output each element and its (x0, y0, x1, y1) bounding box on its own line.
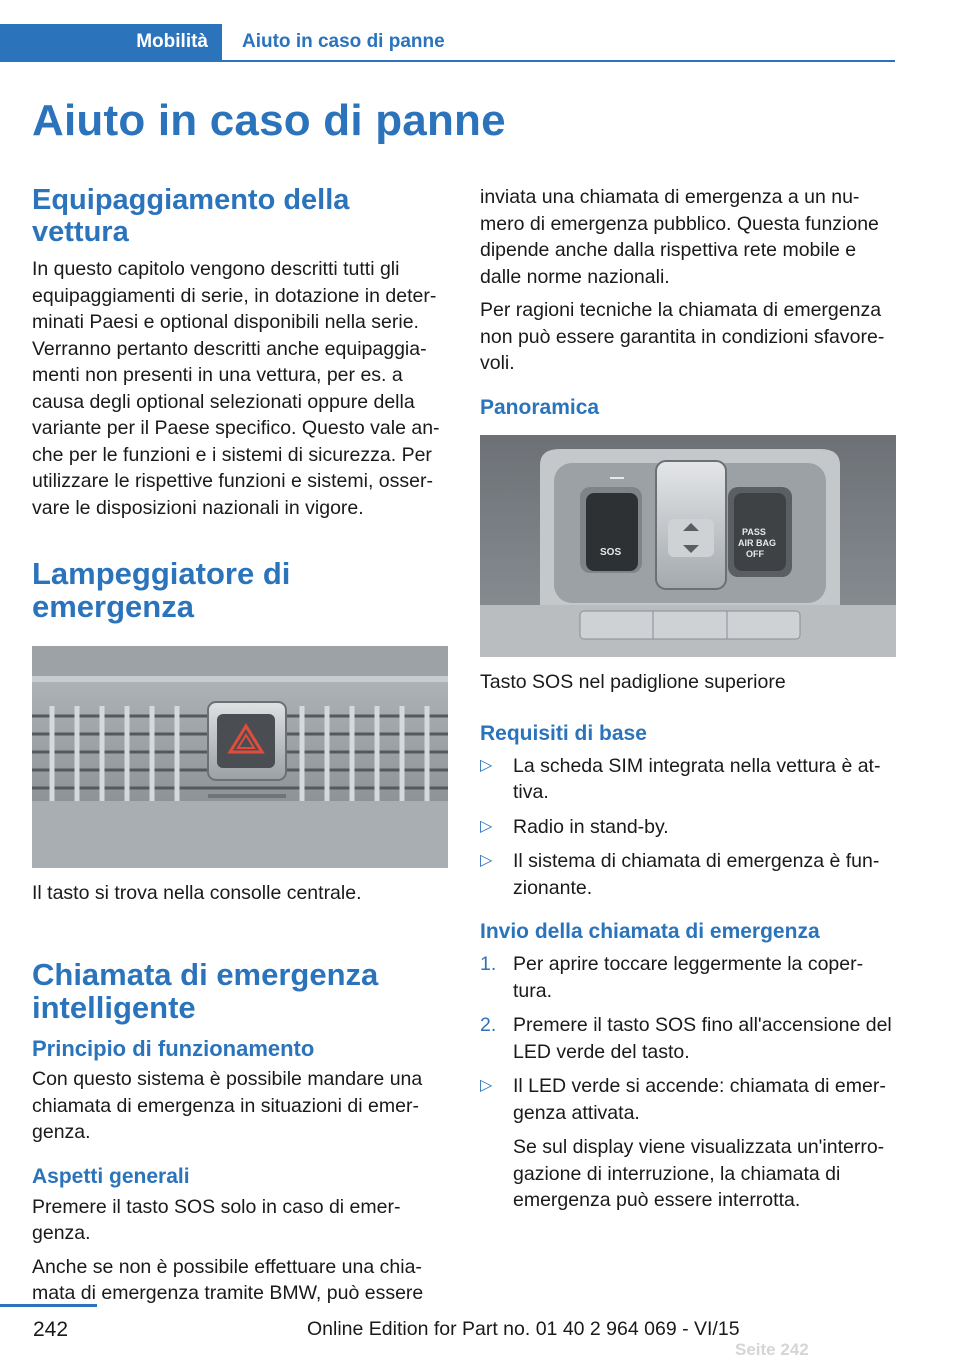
airbag-label: AIR BAG (738, 537, 776, 548)
led-continuation: Se sul display viene visualizzata un'interro-gazione di interruzione, la chiamata di emergenza può essere interrotta. (513, 1136, 885, 1211)
requirements-list (480, 753, 896, 902)
hazard-caption: Il tasto si trova nella consolle centrale. (32, 882, 362, 904)
continuation-text-1: inviata una chiamata di emergenza a un nu-mero di emergenza pubblico. Questa funzione dipende anche dalla rispettiva rete mobile e dalle norme nazionali. (480, 186, 879, 288)
breadcrumb: Aiuto in caso di panne (242, 31, 445, 52)
heading-send-call: Invio della chiamata di emergenza (480, 920, 820, 943)
sos-label: SOS (600, 546, 622, 558)
principle-text: Con questo sistema è possibile mandare una chiamata di emergenza in situazioni di emer-genza. (32, 1068, 423, 1143)
heading-general: Aspetti generali (32, 1164, 190, 1188)
sos-button-photo (480, 435, 896, 657)
heading-emergency-call: Chiamata di emergenza intelligente (32, 957, 379, 1025)
page-number-rule (0, 1304, 97, 1307)
heading-overview: Panoramica (480, 395, 600, 419)
heading-hazard: Lampeggiatore di emergenza (32, 556, 291, 624)
list-item: ▷ La scheda SIM integrata nella vettura è at-tiva. (480, 754, 881, 803)
triangle-bullet-icon: ▷ (480, 817, 493, 835)
hazard-button-photo (32, 646, 448, 868)
general-text-2: Anche se non è possibile effettuare una chia-mata di emergenza tramite BMW, può essere (32, 1255, 424, 1304)
triangle-bullet-icon: ▷ (480, 756, 493, 774)
equipment-text: In questo capitolo vengono descritti tutti gli equipaggiamenti di serie, in dotazione in deter-minati Paesi e optional disponibili nella serie. Verranno pertanto descritti anche equipaggia-menti non presenti in una vettura, per es. a causa degli optional selezionati oppure della variante per il Paese specifico. Questo vale an-che per le funzioni e i sistemi di sicurezza. Per utilizzare le rispettive funzioni e sistemi, osser-vare le disposizioni nazionali in vigore. (32, 258, 440, 519)
list-item: ▷ Radio in stand-by. (480, 814, 896, 841)
heading-requirements: Requisiti di base (480, 721, 647, 745)
right-column (480, 184, 896, 1214)
hazard-photo-illustration (32, 646, 448, 868)
triangle-bullet-icon: ▷ (480, 1077, 493, 1094)
heading-equipment: Equipaggiamento della vettura (32, 184, 350, 248)
led-list (480, 1073, 896, 1126)
list-item: ▷ Il LED verde si accende: chiamata di emer-genza attivata. (480, 1075, 886, 1124)
left-column (32, 184, 448, 1314)
steps-list (480, 951, 896, 1065)
page-number: 242 (33, 1318, 69, 1341)
list-item: 2. Premere il tasto SOS fino all'accensione del LED verde del tasto. (480, 1014, 892, 1063)
list-item: 1. Per aprire toccare leggermente la coper-tura. (480, 953, 864, 1002)
section-label: Mobilità (136, 31, 208, 52)
page-header (0, 24, 895, 62)
triangle-bullet-icon: ▷ (480, 852, 493, 869)
edition-text: Online Edition for Part no. 01 40 2 964 069 - VI/15 (307, 1318, 740, 1340)
sos-photo-illustration (480, 435, 896, 657)
section-tab (0, 24, 222, 62)
off-label: OFF (746, 548, 764, 559)
sos-caption: Tasto SOS nel padiglione superiore (480, 670, 786, 693)
watermark: Seite 242 (735, 1340, 809, 1359)
general-text-1: Premere il tasto SOS solo in caso di emer-genza. (32, 1195, 401, 1244)
continuation-text-2: Per ragioni tecniche la chiamata di emergenza non può essere garantita in condizioni sfavore-voli. (480, 299, 885, 374)
list-item: ▷ Il sistema di chiamata di emergenza è fun-zionante. (480, 850, 880, 899)
pass-label: PASS (742, 526, 766, 537)
heading-principle: Principio di funzionamento (32, 1036, 315, 1061)
header-rule (222, 60, 895, 62)
page-title: Aiuto in caso di panne (32, 96, 506, 145)
